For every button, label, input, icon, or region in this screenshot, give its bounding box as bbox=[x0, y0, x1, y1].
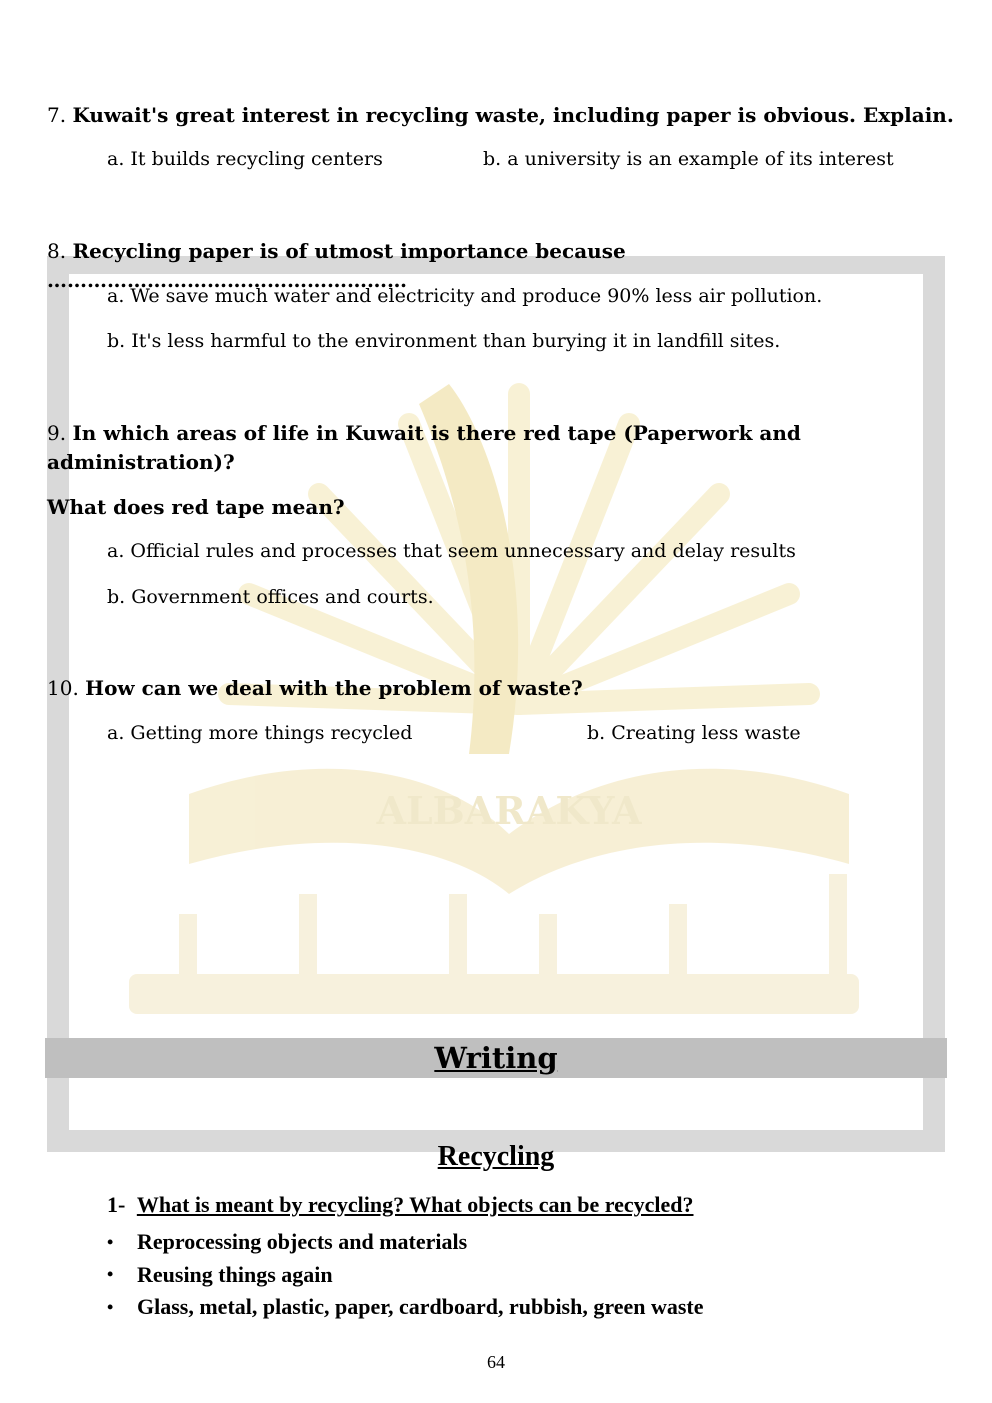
recycling-question-number: 1- bbox=[107, 1192, 126, 1217]
answer-10b: b. Creating less waste bbox=[587, 722, 801, 744]
list-item-text: Glass, metal, plastic, paper, cardboard, rubbish, green waste bbox=[137, 1294, 704, 1320]
list-item bbox=[107, 1226, 704, 1259]
writing-section-bar bbox=[45, 1038, 947, 1078]
question-text: Recycling paper is of utmost importance because bbox=[72, 239, 626, 263]
list-item-text: Reusing things again bbox=[137, 1261, 333, 1287]
answer-8b: b. It's less harmful to the environment than burying it in landfill sites. bbox=[107, 330, 781, 352]
answer-7b: b. a university is an example of its interest bbox=[483, 148, 894, 170]
question-number: 8. bbox=[47, 239, 67, 263]
bullet-icon: • bbox=[107, 1231, 114, 1252]
answer-9a: a. Official rules and processes that seem unnecessary and delay results bbox=[107, 540, 796, 562]
question-text-line2: administration)? bbox=[47, 450, 235, 474]
svg-text:ALBARAKYA: ALBARAKYA bbox=[376, 788, 642, 833]
sub-question-text: What does red tape mean? bbox=[47, 495, 345, 519]
list-item bbox=[107, 1291, 704, 1324]
question-9-sub bbox=[47, 493, 345, 522]
recycling-question bbox=[107, 1192, 694, 1218]
recycling-answer-list bbox=[107, 1226, 704, 1324]
question-number: 10. bbox=[47, 676, 79, 700]
blank-dots: ……………………………………………… bbox=[47, 268, 407, 292]
recycling-question-text: What is meant by recycling? What objects can be recycled? bbox=[136, 1192, 694, 1217]
question-number: 7. bbox=[47, 103, 67, 127]
question-text: Kuwait's great interest in recycling waste, including paper is obvious. Explain. bbox=[72, 103, 954, 127]
answer-9b: b. Government offices and courts. bbox=[107, 586, 434, 608]
page-number: 64 bbox=[487, 1352, 505, 1372]
watermark-frame bbox=[47, 256, 945, 1152]
question-9 bbox=[47, 419, 801, 477]
question-text-line1: In which areas of life in Kuwait is there red tape (Paperwork and bbox=[72, 421, 801, 445]
question-number: 9. bbox=[47, 421, 67, 445]
answer-8a: a. We save much water and electricity and produce 90% less air pollution. bbox=[107, 285, 823, 307]
bullet-icon: • bbox=[107, 1264, 114, 1285]
bullet-icon: • bbox=[107, 1296, 114, 1317]
question-text: How can we deal with the problem of waste? bbox=[85, 676, 583, 700]
question-10 bbox=[47, 674, 583, 703]
list-item-text: Reprocessing objects and materials bbox=[137, 1229, 468, 1255]
recycling-title: Recycling bbox=[437, 1141, 555, 1172]
answer-7a: a. It builds recycling centers bbox=[107, 148, 383, 170]
writing-section-title: Writing bbox=[434, 1041, 558, 1075]
question-7 bbox=[47, 101, 954, 130]
list-item bbox=[107, 1259, 704, 1292]
answer-10a: a. Getting more things recycled bbox=[107, 722, 413, 744]
